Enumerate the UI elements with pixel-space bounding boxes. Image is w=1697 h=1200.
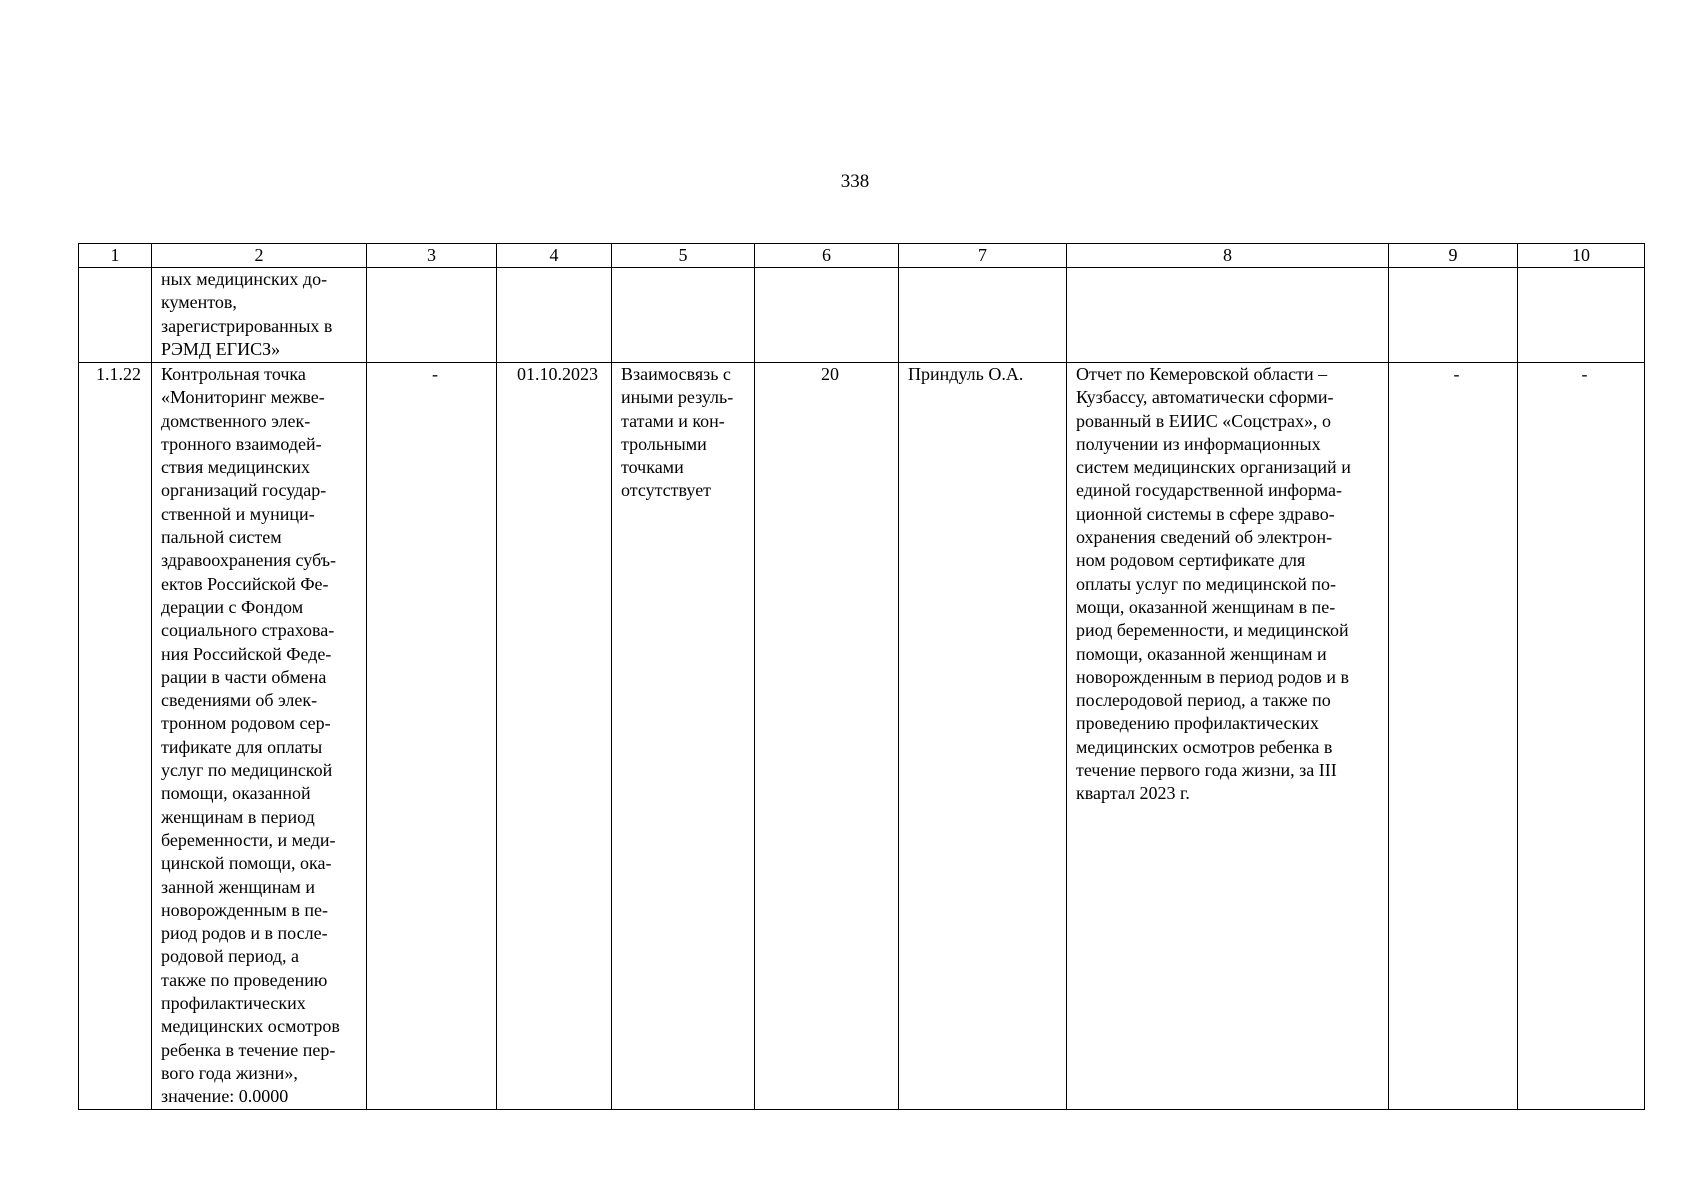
table-cell: ных медицинских до- кументов, зарегистрированных в РЭМД ЕГИСЗ» xyxy=(152,268,367,363)
table-cell: Взаимосвязь с иными резуль- татами и кон- трольными точками отсутствует xyxy=(612,363,755,1110)
table-cell xyxy=(899,268,1067,363)
table-cell xyxy=(1518,268,1645,363)
table-cell xyxy=(367,268,497,363)
column-header: 9 xyxy=(1389,244,1518,268)
column-header: 2 xyxy=(152,244,367,268)
table-row xyxy=(79,363,1645,1110)
table-cell xyxy=(497,268,612,363)
table-cell xyxy=(1389,268,1518,363)
column-header: 5 xyxy=(612,244,755,268)
table-cell xyxy=(612,268,755,363)
plan-table xyxy=(78,243,1645,1110)
table-cell: 20 xyxy=(755,363,899,1110)
column-header: 7 xyxy=(899,244,1067,268)
table-cell: Контрольная точка «Мониторинг межве- домственного элек- тронного взаимодей- ствия медицинских организаций государ- ственной и муници- пальной систем здравоохранения субъ- ектов Российской Фе- дерации с Фондом социального страхова- ния Российской Феде- рации в части обмена сведениями об элек- тронном родовом сер- тификате для оплаты услуг по медицинской помощи, оказанной женщинам в период беременности, и меди- цинской помощи, ока- занной женщинам и новорожденным в пе- риод родов и в после- родовой период, а также по проведению профилактических медицинских осмотров ребенка в течение пер- вого года жизни», значение: 0.0000 xyxy=(152,363,367,1110)
table-cell: 1.1.22 xyxy=(79,363,152,1110)
table-cell xyxy=(1067,268,1389,363)
table-row xyxy=(79,268,1645,363)
column-header: 6 xyxy=(755,244,899,268)
table-cell: - xyxy=(1389,363,1518,1110)
column-header: 1 xyxy=(79,244,152,268)
column-header: 3 xyxy=(367,244,497,268)
page-number: 338 xyxy=(840,171,870,192)
table-cell xyxy=(755,268,899,363)
table-cell: 01.10.2023 xyxy=(497,363,612,1110)
column-header: 4 xyxy=(497,244,612,268)
table-cell: Приндуль О.А. xyxy=(899,363,1067,1110)
table-cell: - xyxy=(367,363,497,1110)
table-cell: Отчет по Кемеровской области – Кузбассу, автоматически сформи- рованный в ЕИИС «Соцстрах», о получении из информационных систем медицинских организаций и единой государственной информа- ционной системы в сфере здраво- охранения сведений об электрон- ном родовом сертификате для оплаты услуг по медицинской по- мощи, оказанной женщинам в пе- риод беременности, и медицинской помощи, оказанной женщинам и новорожденным в период родов и в послеродовой период, а также по проведению профилактических медицинских осмотров ребенка в течение первого года жизни, за III квартал 2023 г. xyxy=(1067,363,1389,1110)
column-header: 8 xyxy=(1067,244,1389,268)
table-cell: - xyxy=(1518,363,1645,1110)
table-header-row xyxy=(79,244,1645,268)
column-header: 10 xyxy=(1518,244,1645,268)
table-cell xyxy=(79,268,152,363)
